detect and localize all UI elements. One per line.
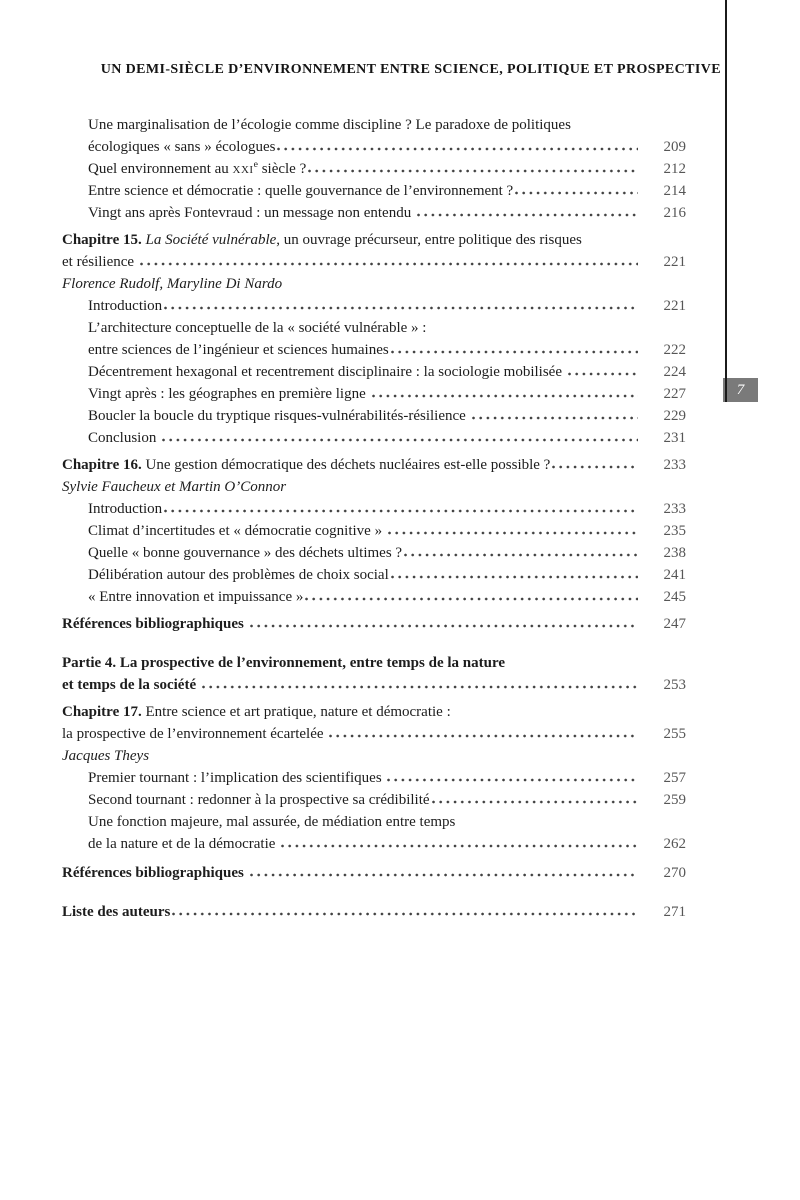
dot-leader (162, 438, 638, 442)
toc-entry-text (88, 383, 370, 405)
toc-entry-text (88, 295, 162, 317)
toc-page-number: 221 (663, 254, 686, 270)
toc-entry-line (88, 202, 686, 224)
toc-entry-text-segment: Introduction (88, 501, 163, 517)
running-header-title: UN DEMI-SIÈCLE D’ENVIRONNEMENT ENTRE SCIENCE, POLITIQUE ET PROSPECTIVE (100, 62, 721, 77)
dot-leader (164, 306, 638, 310)
toc-entry-text-segment: Entre science et art pratique, nature et démocratie : (145, 704, 451, 720)
toc-entry-line (88, 542, 686, 564)
toc-entry-text-segment: écologiques « sans » écologues (88, 139, 276, 155)
toc-entry-text (88, 789, 430, 811)
toc-page-number: 221 (663, 298, 686, 314)
toc-entry-text (62, 674, 200, 696)
dot-leader (140, 262, 638, 266)
toc-entry-text (88, 317, 426, 339)
toc-page-number: 255 (663, 726, 686, 742)
toc-entry-text (88, 520, 386, 542)
toc-entry-text (62, 723, 327, 745)
toc-entry-text-segment: entre sciences de l’ingénieur et sciences humaines (88, 342, 389, 358)
toc-entry-text (62, 745, 149, 767)
dot-leader (568, 372, 638, 376)
toc-entry-text-segment: e (253, 159, 258, 170)
dot-leader (305, 597, 638, 601)
toc-page-number: 262 (663, 836, 686, 852)
toc-page-number: 209 (663, 139, 686, 155)
toc-entry-text (88, 833, 279, 855)
dot-leader (202, 685, 638, 689)
toc-entry-line (88, 405, 686, 427)
page-number-badge (723, 378, 758, 402)
toc-entry-text (88, 811, 455, 833)
toc-entry-line (62, 229, 686, 251)
toc-entry-text (88, 158, 306, 180)
toc-entry-text-segment: , un ouvrage précurseur, entre politique des risques (276, 232, 582, 248)
toc-page-number: 238 (663, 545, 686, 561)
toc-entry-text (88, 427, 160, 449)
toc-entry-text (88, 114, 571, 136)
toc-entry-line (62, 251, 686, 273)
toc-entry-line (88, 586, 686, 608)
toc-page-number: 233 (663, 501, 686, 517)
toc-entry-line (62, 454, 686, 476)
toc-entry-text (88, 498, 162, 520)
toc-page-number: 257 (663, 770, 686, 786)
dot-leader (432, 800, 638, 804)
toc-entry-text (62, 652, 505, 674)
toc-entry-line (88, 564, 686, 586)
toc-entry-text (88, 564, 389, 586)
toc-entry-text-segment: de la nature et de la démocratie (88, 836, 280, 852)
toc-page-number: 212 (663, 161, 686, 177)
toc-entry-text-segment: Vingt ans après Fontevraud : un message non entendu (88, 205, 415, 221)
dot-leader (515, 191, 638, 195)
toc-entry-text (88, 586, 303, 608)
toc-entry-text-segment: Conclusion (88, 430, 161, 446)
toc-entry-line (62, 701, 686, 723)
dot-leader (387, 778, 638, 782)
dot-leader (391, 350, 638, 354)
dot-leader (372, 394, 639, 398)
toc-entry-text-segment: Chapitre 15. (62, 232, 146, 248)
toc-entry-text-segment: Délibération autour des problèmes de choix social (88, 567, 389, 583)
toc-entry-line (88, 295, 686, 317)
toc-entry-text-segment: Jacques Theys (62, 748, 150, 764)
toc-entry-line (62, 273, 686, 295)
toc-entry-text (88, 136, 275, 158)
toc-page-number: 222 (663, 342, 686, 358)
toc-entry-text-segment: Introduction (88, 298, 163, 314)
toc-entry-line (88, 789, 686, 811)
toc-entry-line (62, 652, 686, 674)
toc-entry-text-segment: Climat d’incertitudes et « démocratie cognitive » (88, 523, 386, 539)
page-edge-rule (725, 0, 727, 402)
toc-entry-line (88, 361, 686, 383)
dot-leader (172, 912, 638, 916)
toc-page-number: 271 (663, 904, 686, 920)
dot-leader (277, 147, 638, 151)
toc-entry-line (62, 476, 686, 498)
toc-entry-text (88, 339, 389, 361)
dot-leader (308, 169, 638, 173)
toc-entry-text-segment: Premier tournant : l’implication des scientifiques (88, 770, 386, 786)
toc-page-number: 253 (663, 677, 686, 693)
toc-entry-line (62, 674, 686, 696)
toc-entry-text (62, 862, 248, 884)
toc-entry-text (62, 273, 282, 295)
toc-page-number: 235 (663, 523, 686, 539)
dot-leader (250, 873, 638, 877)
toc-entry-text-segment: Chapitre 17. (62, 704, 146, 720)
toc-entry-text-segment: Entre science et démocratie : quelle gouvernance de l’environnement ? (88, 183, 514, 199)
toc-page-number: 245 (663, 589, 686, 605)
toc-page-number: 241 (663, 567, 686, 583)
toc-entry-text (88, 180, 513, 202)
toc-entry-text-segment: siècle ? (257, 161, 307, 177)
toc-entry-text-segment: Quelle « bonne gouvernance » des déchets ultimes ? (88, 545, 403, 561)
toc-entry-text-segment: Une fonction majeure, mal assurée, de médiation entre temps (88, 814, 456, 830)
toc-entry-text-segment: xxi (232, 161, 254, 177)
toc-entry-text-segment: Boucler la boucle du tryptique risques-vulnérabilités-résilience (88, 408, 470, 424)
dot-leader (472, 416, 638, 420)
toc-page-number: 224 (663, 364, 686, 380)
toc-entry-line (88, 520, 686, 542)
toc-page-number: 270 (663, 865, 686, 881)
dot-leader (417, 213, 638, 217)
toc-entry-line (88, 383, 686, 405)
toc-entry-text (62, 613, 248, 635)
toc-page-number: 227 (663, 386, 686, 402)
toc-entry-text-segment: et temps de la société (62, 677, 200, 693)
toc-entry-text-segment: et résilience (62, 254, 138, 270)
dot-leader (391, 575, 638, 579)
toc-entry-text-segment: la prospective de l’environnement écartelée (62, 726, 328, 742)
dot-leader (552, 465, 638, 469)
dot-leader (250, 624, 638, 628)
toc-page-number: 259 (663, 792, 686, 808)
toc-entry-text-segment: Vingt après : les géographes en première ligne (88, 386, 370, 402)
toc-entry-text (62, 701, 451, 723)
table-of-contents (62, 114, 686, 923)
toc-entry-text (62, 251, 138, 273)
toc-entry-line (88, 498, 686, 520)
toc-entry-line (62, 901, 686, 923)
toc-entry-line (88, 317, 686, 339)
toc-entry-line (88, 339, 686, 361)
toc-entry-text-segment: Sylvie Faucheux et Martin O’Connor (62, 479, 287, 495)
dot-leader (329, 734, 638, 738)
toc-page-number: 247 (663, 616, 686, 632)
toc-entry-line (88, 158, 686, 180)
toc-entry-text-segment: Second tournant : redonner à la prospective sa crédibilité (88, 792, 430, 808)
toc-entry-text-segment: Partie 4. La prospective de l’environnement, entre temps de la nature (62, 655, 505, 671)
toc-page-number: 216 (663, 205, 686, 221)
toc-page-number: 233 (663, 457, 686, 473)
toc-entry-line (88, 114, 686, 136)
toc-entry-text (88, 542, 402, 564)
toc-entry-line (88, 180, 686, 202)
toc-entry-text-segment: L’architecture conceptuelle de la « société vulnérable » : (88, 320, 427, 336)
toc-entry-line (62, 745, 686, 767)
toc-entry-text-segment: Références bibliographiques (62, 865, 248, 881)
dot-leader (388, 531, 638, 535)
toc-entry-line (88, 136, 686, 158)
toc-entry-line (62, 862, 686, 884)
toc-entry-line (88, 767, 686, 789)
toc-entry-line (62, 613, 686, 635)
toc-entry-text (88, 767, 385, 789)
dot-leader (281, 844, 638, 848)
toc-entry-line (88, 811, 686, 833)
toc-page-number: 214 (663, 183, 686, 199)
toc-entry-text-segment: « Entre innovation et impuissance » (88, 589, 304, 605)
toc-entry-text (88, 202, 415, 224)
toc-page-number: 231 (663, 430, 686, 446)
page-number-label: 7 (736, 381, 745, 398)
toc-entry-text-segment: Liste des auteurs (62, 904, 171, 920)
toc-entry-text-segment: Quel environnement au (88, 161, 233, 177)
toc-entry-text-segment: Décentrement hexagonal et recentrement disciplinaire : la sociologie mobilisée (88, 364, 566, 380)
toc-entry-text (62, 229, 582, 251)
toc-entry-text (62, 476, 286, 498)
dot-leader (164, 509, 638, 513)
toc-entry-text-segment: Références bibliographiques (62, 616, 248, 632)
toc-page-number: 229 (663, 408, 686, 424)
toc-entry-line (88, 427, 686, 449)
toc-entry-text-segment: Une marginalisation de l’écologie comme discipline ? Le paradoxe de politiques (88, 117, 571, 133)
toc-entry-text (88, 361, 566, 383)
toc-entry-line (62, 723, 686, 745)
toc-entry-text-segment: La Société vulnérable (145, 232, 277, 248)
toc-entry-text (62, 454, 550, 476)
dot-leader (404, 553, 638, 557)
toc-entry-text (88, 405, 470, 427)
toc-entry-text-segment: Florence Rudolf, Maryline Di Nardo (62, 276, 283, 292)
toc-entry-line (88, 833, 686, 855)
toc-entry-text-segment: Une gestion démocratique des déchets nucléaires est-elle possible ? (145, 457, 551, 473)
toc-entry-text (62, 901, 170, 923)
toc-entry-text-segment: Chapitre 16. (62, 457, 146, 473)
